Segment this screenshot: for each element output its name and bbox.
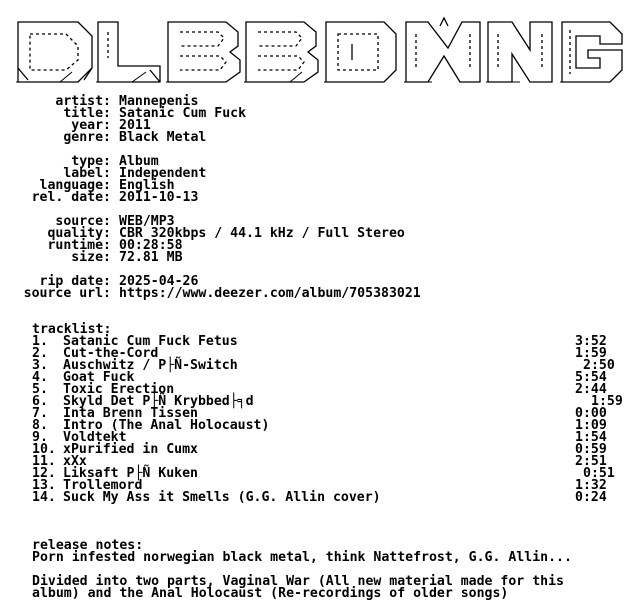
tracklist-heading: tracklist: — [32, 322, 112, 337]
info-value: Mannepenis — [119, 94, 199, 109]
info-key: language: — [39, 178, 111, 193]
track-title: xPurified in Cumx — [63, 442, 198, 457]
info-value: Independent — [119, 166, 207, 181]
track-title: Cut-the-Cord — [63, 346, 159, 361]
release-note-2: Divided into two parts, Vaginal War (All new material made for this album) and the Anal Holocaust (Re-recordings of older songs) — [32, 574, 564, 601]
track-duration: 3:52 — [575, 334, 607, 349]
track-duration: 2:51 — [575, 454, 607, 469]
track-duration: 0:00 — [575, 406, 607, 421]
info-key: genre: — [63, 130, 111, 145]
info-value: 72.81 MB — [119, 250, 183, 265]
track-number: 10. — [32, 442, 56, 457]
track-title: Auschwitz / P├Ñ-Switch — [63, 358, 238, 373]
track-duration: 1:59 — [591, 394, 623, 409]
release-note-1: Porn infested norwegian black metal, think Nattefrost, G.G. Allin... — [32, 550, 572, 565]
info-value: 2011 — [119, 118, 151, 133]
info-value: Satanic Cum Fuck — [119, 106, 247, 121]
info-key: rip date: — [39, 274, 111, 289]
track-number: 8. — [32, 418, 48, 433]
track-title: Inta Brenn Tissen — [63, 406, 198, 421]
track-duration: 0:59 — [575, 442, 607, 457]
info-value: 2011-10-13 — [119, 190, 199, 205]
track-number: 4. — [32, 370, 48, 385]
info-value: CBR 320kbps / 44.1 kHz / Full Stereo — [119, 226, 405, 241]
track-duration: 1:59 — [575, 346, 607, 361]
info-key: quality: — [47, 226, 111, 241]
release-notes-heading: release notes: — [32, 538, 144, 553]
track-number: 13. — [32, 478, 56, 493]
info-key: rel. date: — [31, 190, 111, 205]
track-number: 14. — [32, 490, 56, 505]
info-value: English — [119, 178, 175, 193]
info-key: source: — [55, 214, 111, 229]
track-duration: 1:32 — [575, 478, 607, 493]
banner-letter-3 — [168, 22, 240, 82]
track-title: Satanic Cum Fuck Fetus — [63, 334, 238, 349]
track-duration: 2:44 — [575, 382, 607, 397]
info-value: Album — [119, 154, 159, 169]
track-duration: 1:09 — [575, 418, 607, 433]
track-number: 5. — [32, 382, 48, 397]
track-number: 7. — [32, 406, 48, 421]
banner-letter-1 — [18, 22, 92, 82]
track-duration: 2:50 — [583, 358, 615, 373]
info-value: https://www.deezer.com/album/705383021 — [119, 286, 421, 301]
track-duration: 5:54 — [575, 370, 607, 385]
info-value: 00:28:58 — [119, 238, 183, 253]
track-title: Toxic Erection — [63, 382, 175, 397]
info-key: label: — [63, 166, 111, 181]
track-duration: 1:54 — [575, 430, 607, 445]
track-number: 3. — [32, 358, 48, 373]
info-value: Black Metal — [119, 130, 207, 145]
info-key: source url: — [23, 286, 111, 301]
banner-letter-5 — [326, 22, 396, 82]
banner-letter-8 — [562, 22, 622, 82]
track-number: 6. — [32, 394, 48, 409]
info-key: runtime: — [47, 238, 111, 253]
info-value: WEB/MP3 — [119, 214, 175, 229]
banner-letter-4 — [246, 22, 318, 82]
track-title: Voldtekt — [63, 430, 127, 445]
track-number: 2. — [32, 346, 48, 361]
track-title: Goat Fuck — [63, 370, 135, 385]
track-title: Suck My Ass it Smells (G.G. Allin cover) — [63, 490, 381, 505]
banner-letter-2 — [98, 22, 160, 82]
track-duration: 0:24 — [575, 490, 607, 505]
track-number: 12. — [32, 466, 56, 481]
track-title: Trollemord — [63, 478, 143, 493]
track-number: 11. — [32, 454, 56, 469]
banner-letter-7 — [488, 22, 552, 82]
track-title: xXx — [63, 454, 87, 469]
info-key: title: — [63, 106, 111, 121]
track-duration: 0:51 — [583, 466, 615, 481]
track-title: Skyld Det P├Ñ Krybbed├╕d — [63, 394, 254, 409]
info-key: type: — [71, 154, 111, 169]
ascii-art-logo — [0, 0, 632, 90]
track-title: Intro (The Anal Holocaust) — [63, 418, 270, 433]
info-value: 2025-04-26 — [119, 274, 199, 289]
track-number: 1. — [32, 334, 48, 349]
track-title: Liksaft P├Ñ Kuken — [63, 466, 198, 481]
info-key: artist: — [55, 94, 111, 109]
info-key: year: — [71, 118, 111, 133]
track-number: 9. — [32, 430, 48, 445]
banner-letter-6 — [406, 18, 480, 82]
info-key: size: — [71, 250, 111, 265]
